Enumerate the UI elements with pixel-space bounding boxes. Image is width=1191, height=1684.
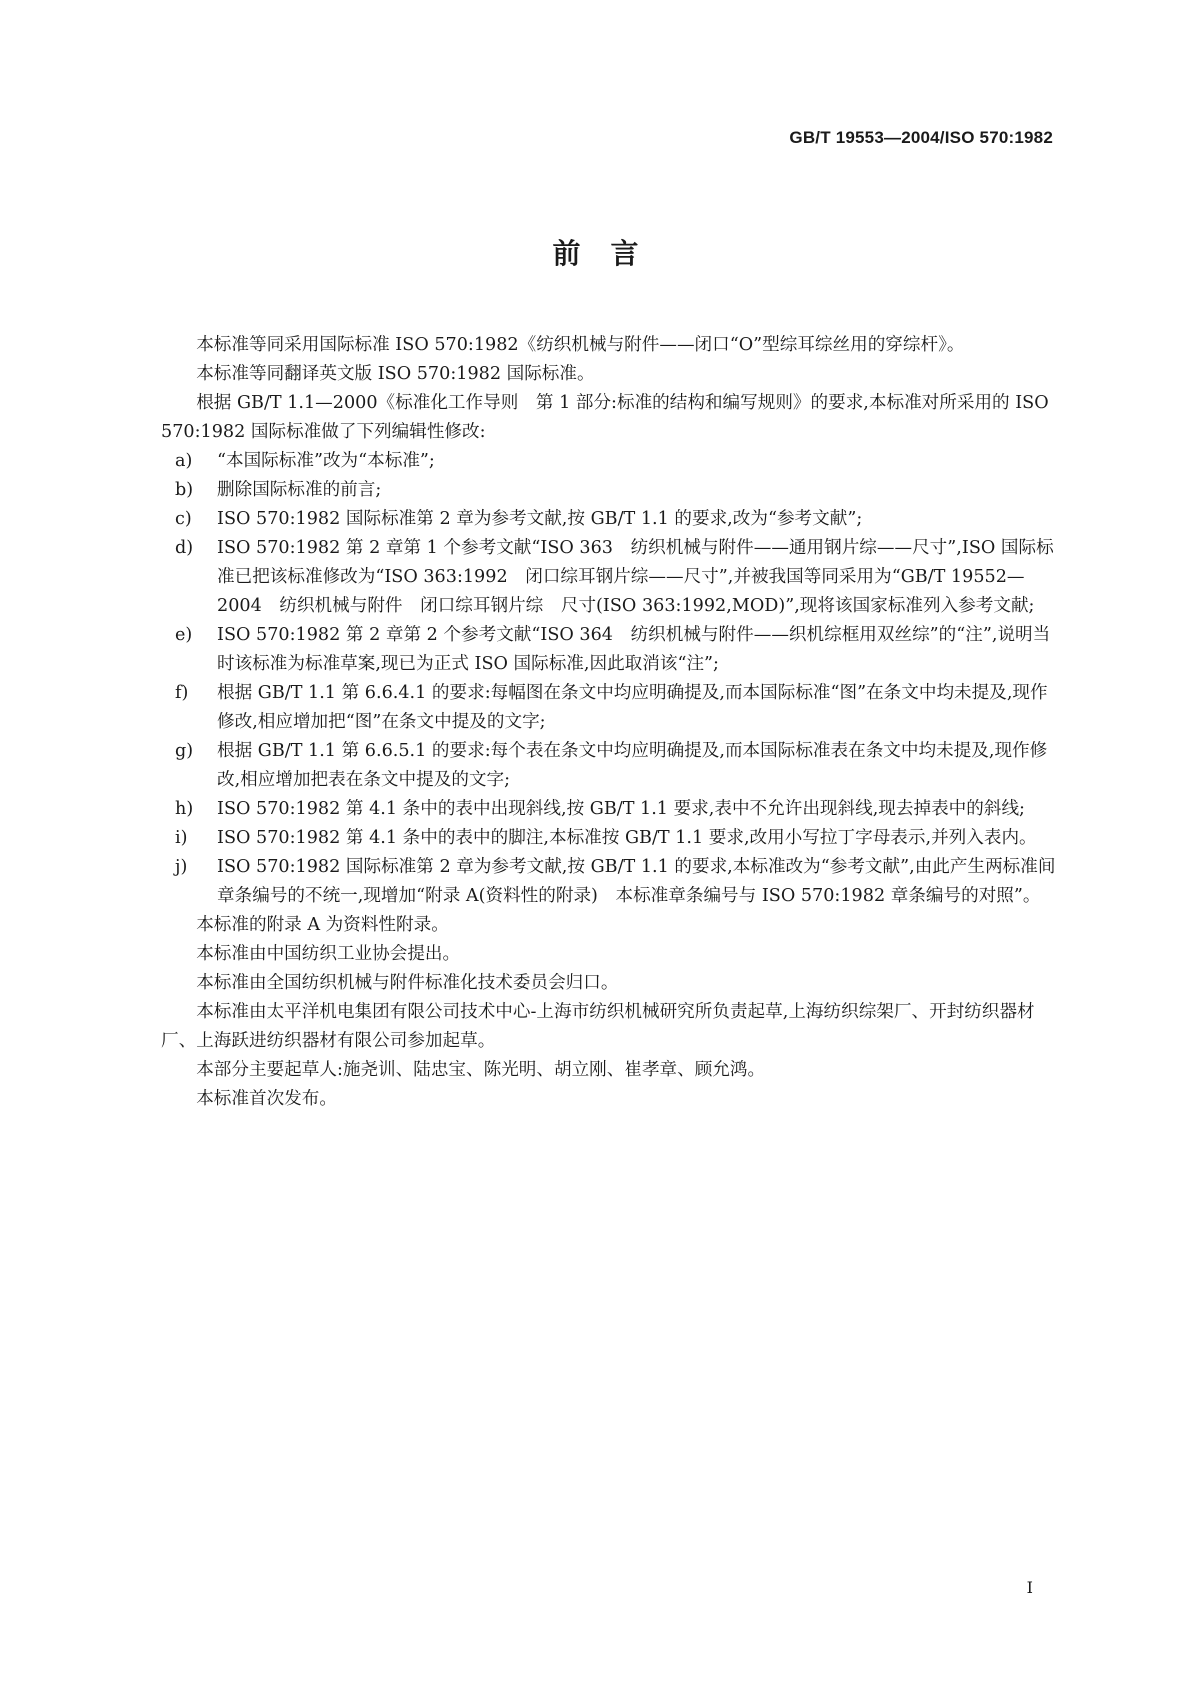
list-item-text: ISO 570:1982 第 4.1 条中的表中的脚注,本标准按 GB/T 1.1 要求,改用小写拉丁字母表示,并列入表内。 (217, 828, 1037, 848)
list-item (161, 853, 1057, 911)
intro-paragraph: 本标准等同采用国际标准 ISO 570:1982《纺织机械与附件——闭口“O”型综耳综丝用的穿综杆》。 (196, 335, 965, 355)
list-item-text: ISO 570:1982 第 2 章第 2 个参考文献“ISO 364 纺织机械与附件——织机综框用双丝综”的“注”,说明当时该标准为标准草案,现已为正式 ISO 国际标准,因此取消该“注”; (217, 625, 1051, 674)
modification-list (161, 447, 1057, 911)
list-marker: f) (175, 683, 189, 703)
closing-paragraph: 本标准由太平洋机电集团有限公司技术中心-上海市纺织机械研究所负责起草,上海纺织综架厂、开封纺织器材厂、上海跃进纺织器材有限公司参加起草。 (161, 1002, 1035, 1051)
list-marker: h) (175, 799, 194, 819)
list-marker: j) (175, 857, 188, 877)
list-item-text: 根据 GB/T 1.1 第 6.6.5.1 的要求:每个表在条文中均应明确提及,而本国际标准表在条文中均未提及,现作修改,相应增加把表在条文中提及的文字; (217, 741, 1048, 790)
list-item-text: 删除国际标准的前言; (217, 480, 382, 500)
list-item-text: 根据 GB/T 1.1 第 6.6.4.1 的要求:每幅图在条文中均应明确提及,而本国际标准“图”在条文中均未提及,现作修改,相应增加把“图”在条文中提及的文字; (217, 683, 1048, 732)
list-item (161, 621, 1057, 679)
intro-paragraph: 根据 GB/T 1.1—2000《标准化工作导则 第 1 部分:标准的结构和编写规则》的要求,本标准对所采用的 ISO 570:1982 国际标准做了下列编辑性修改: (161, 393, 1049, 442)
list-marker: i) (175, 828, 188, 848)
list-item (161, 679, 1057, 737)
list-item-text: “本国际标准”改为“本标准”; (217, 451, 435, 471)
list-marker: g) (175, 741, 194, 761)
closing-paragraph: 本标准的附录 A 为资料性附录。 (196, 915, 449, 935)
closing-paragraph: 本标准首次发布。 (196, 1089, 337, 1109)
list-item-text: ISO 570:1982 国际标准第 2 章为参考文献,按 GB/T 1.1 的要求,改为“参考文献”; (217, 509, 863, 529)
list-item-text: ISO 570:1982 第 4.1 条中的表中出现斜线,按 GB/T 1.1 要求,表中不允许出现斜线,现去掉表中的斜线; (217, 799, 1025, 819)
closing-paragraph: 本标准由全国纺织机械与附件标准化技术委员会归口。 (196, 973, 619, 993)
list-item (161, 737, 1057, 795)
list-item (161, 447, 1057, 476)
page-title: 前言 (552, 237, 669, 270)
list-item-text: ISO 570:1982 国际标准第 2 章为参考文献,按 GB/T 1.1 的要求,本标准改为“参考文献”,由此产生两标准间章条编号的不统一,现增加“附录 A(资料性的附录) 本标准章条编号与 ISO 570:1982 章条编号的对照”。 (217, 857, 1056, 906)
list-item (161, 505, 1057, 534)
list-marker: b) (175, 480, 194, 500)
list-item (161, 824, 1057, 853)
list-marker: c) (175, 509, 192, 529)
intro-paragraph: 本标准等同翻译英文版 ISO 570:1982 国际标准。 (196, 364, 595, 384)
list-item (161, 795, 1057, 824)
standard-code-header: GB/T 19553—2004/ISO 570:1982 (789, 128, 1053, 147)
list-marker: a) (175, 451, 193, 471)
list-item-text: ISO 570:1982 第 2 章第 1 个参考文献“ISO 363 纺织机械与附件——通用钢片综——尺寸”,ISO 国际标准已把该标准修改为“ISO 363:1992 闭口综耳钢片综——尺寸”,并被我国等同采用为“GB/T 19552—2004 纺织机械与附件 闭口综耳钢片综 尺寸(ISO 363:1992,MOD)”,现将该国家标准列入参考文献; (217, 538, 1054, 616)
list-item (161, 476, 1057, 505)
closing-paragraph: 本标准由中国纺织工业协会提出。 (196, 944, 461, 964)
page-number: I (1026, 1578, 1033, 1597)
list-marker: d) (175, 538, 194, 558)
list-item (161, 534, 1057, 621)
closing-paragraph: 本部分主要起草人:施尧训、陆忠宝、陈光明、胡立刚、崔孝章、顾允鸿。 (196, 1060, 766, 1080)
foreword-body (161, 331, 1057, 1114)
list-marker: e) (175, 625, 193, 645)
